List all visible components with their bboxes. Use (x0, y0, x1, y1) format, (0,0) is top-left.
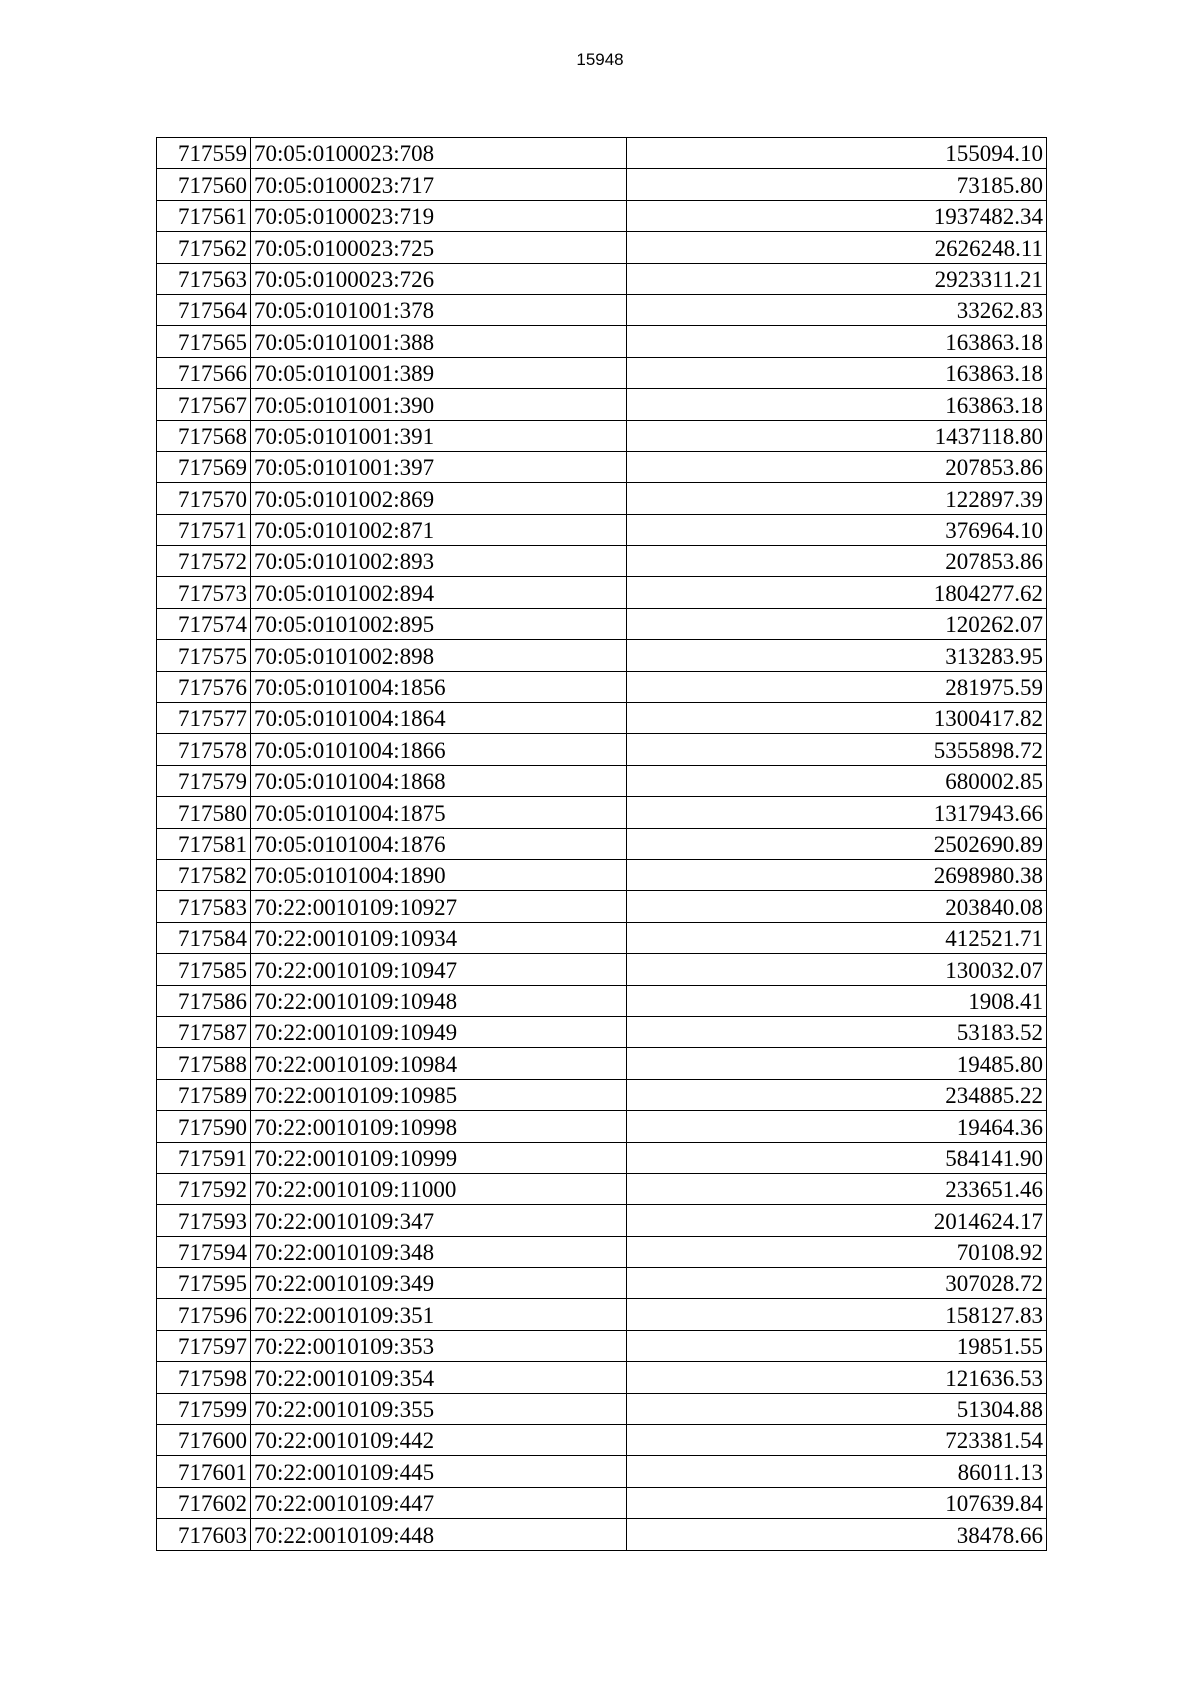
row-number-cell: 717594 (157, 1236, 251, 1267)
cadastral-number-cell: 70:05:0100023:708 (251, 138, 627, 169)
row-number-cell: 717600 (157, 1425, 251, 1456)
table-row (157, 671, 1047, 702)
cadastral-number-cell: 70:05:0101004:1875 (251, 797, 627, 828)
cadastral-value-cell: 1300417.82 (627, 703, 1047, 734)
table-row (157, 138, 1047, 169)
cadastral-number-cell: 70:22:0010109:10934 (251, 922, 627, 953)
cadastral-value-cell: 33262.83 (627, 294, 1047, 325)
row-number-cell: 717561 (157, 200, 251, 231)
table-row (157, 1330, 1047, 1361)
table-row (157, 294, 1047, 325)
cadastral-value-cell: 51304.88 (627, 1393, 1047, 1424)
table-row (157, 546, 1047, 577)
table-row (157, 922, 1047, 953)
row-number-cell: 717596 (157, 1299, 251, 1330)
row-number-cell: 717573 (157, 577, 251, 608)
cadastral-value-cell: 207853.86 (627, 546, 1047, 577)
cadastral-value-cell: 281975.59 (627, 671, 1047, 702)
cadastral-value-cell: 163863.18 (627, 326, 1047, 357)
table-row (157, 608, 1047, 639)
cadastral-number-cell: 70:22:0010109:10999 (251, 1142, 627, 1173)
table-row (157, 451, 1047, 482)
table-row (157, 263, 1047, 294)
cadastral-number-cell: 70:22:0010109:354 (251, 1362, 627, 1393)
row-number-cell: 717592 (157, 1173, 251, 1204)
cadastral-value-cell: 38478.66 (627, 1519, 1047, 1550)
row-number-cell: 717578 (157, 734, 251, 765)
cadastral-value-cell: 19485.80 (627, 1048, 1047, 1079)
cadastral-value-cell: 584141.90 (627, 1142, 1047, 1173)
cadastral-value-cell: 122897.39 (627, 483, 1047, 514)
cadastral-value-cell: 2014624.17 (627, 1205, 1047, 1236)
cadastral-number-cell: 70:22:0010109:349 (251, 1268, 627, 1299)
cadastral-value-cell: 723381.54 (627, 1425, 1047, 1456)
row-number-cell: 717569 (157, 451, 251, 482)
cadastral-number-cell: 70:22:0010109:11000 (251, 1173, 627, 1204)
row-number-cell: 717584 (157, 922, 251, 953)
cadastral-number-cell: 70:05:0101004:1890 (251, 859, 627, 890)
cadastral-value-cell: 86011.13 (627, 1456, 1047, 1487)
row-number-cell: 717576 (157, 671, 251, 702)
table-row (157, 859, 1047, 890)
row-number-cell: 717590 (157, 1111, 251, 1142)
row-number-cell: 717589 (157, 1079, 251, 1110)
cadastral-number-cell: 70:05:0101002:894 (251, 577, 627, 608)
table-row (157, 640, 1047, 671)
row-number-cell: 717581 (157, 828, 251, 859)
row-number-cell: 717572 (157, 546, 251, 577)
table-row (157, 1016, 1047, 1047)
table-row (157, 765, 1047, 796)
table-row (157, 169, 1047, 200)
table-row (157, 200, 1047, 231)
cadastral-number-cell: 70:05:0101001:390 (251, 389, 627, 420)
row-number-cell: 717603 (157, 1519, 251, 1550)
cadastral-number-cell: 70:05:0101004:1866 (251, 734, 627, 765)
table-row (157, 1173, 1047, 1204)
cadastral-number-cell: 70:05:0101002:895 (251, 608, 627, 639)
cadastral-number-cell: 70:05:0100023:719 (251, 200, 627, 231)
cadastral-value-cell: 1908.41 (627, 985, 1047, 1016)
row-number-cell: 717586 (157, 985, 251, 1016)
cadastral-number-cell: 70:05:0101004:1876 (251, 828, 627, 859)
row-number-cell: 717599 (157, 1393, 251, 1424)
cadastral-value-cell: 70108.92 (627, 1236, 1047, 1267)
cadastral-number-cell: 70:05:0101004:1868 (251, 765, 627, 796)
cadastral-number-cell: 70:22:0010109:351 (251, 1299, 627, 1330)
table-row (157, 420, 1047, 451)
row-number-cell: 717591 (157, 1142, 251, 1173)
cadastral-value-cell: 203840.08 (627, 891, 1047, 922)
row-number-cell: 717571 (157, 514, 251, 545)
cadastral-value-cell: 121636.53 (627, 1362, 1047, 1393)
row-number-cell: 717601 (157, 1456, 251, 1487)
cadastral-number-cell: 70:22:0010109:10948 (251, 985, 627, 1016)
cadastral-number-cell: 70:22:0010109:10947 (251, 954, 627, 985)
row-number-cell: 717566 (157, 357, 251, 388)
cadastral-number-cell: 70:22:0010109:348 (251, 1236, 627, 1267)
row-number-cell: 717562 (157, 232, 251, 263)
cadastral-number-cell: 70:05:0101001:388 (251, 326, 627, 357)
table-body (157, 138, 1047, 1551)
row-number-cell: 717563 (157, 263, 251, 294)
row-number-cell: 717574 (157, 608, 251, 639)
cadastral-value-cell: 2626248.11 (627, 232, 1047, 263)
row-number-cell: 717598 (157, 1362, 251, 1393)
row-number-cell: 717588 (157, 1048, 251, 1079)
row-number-cell: 717567 (157, 389, 251, 420)
row-number-cell: 717570 (157, 483, 251, 514)
cadastral-value-cell: 412521.71 (627, 922, 1047, 953)
cadastral-value-cell: 120262.07 (627, 608, 1047, 639)
cadastral-value-cell: 1937482.34 (627, 200, 1047, 231)
table-row (157, 1048, 1047, 1079)
table-row (157, 577, 1047, 608)
cadastral-value-cell: 680002.85 (627, 765, 1047, 796)
cadastral-value-cell: 376964.10 (627, 514, 1047, 545)
table-row (157, 703, 1047, 734)
table-row (157, 1268, 1047, 1299)
cadastral-number-cell: 70:05:0101002:893 (251, 546, 627, 577)
cadastral-number-cell: 70:05:0100023:725 (251, 232, 627, 263)
table-row (157, 1487, 1047, 1518)
row-number-cell: 717582 (157, 859, 251, 890)
table-row (157, 1393, 1047, 1424)
table-row (157, 389, 1047, 420)
cadastral-number-cell: 70:22:0010109:10949 (251, 1016, 627, 1047)
row-number-cell: 717587 (157, 1016, 251, 1047)
table-row (157, 232, 1047, 263)
table-row (157, 514, 1047, 545)
cadastral-value-cell: 163863.18 (627, 389, 1047, 420)
table-row (157, 1456, 1047, 1487)
cadastral-number-cell: 70:22:0010109:10927 (251, 891, 627, 922)
cadastral-number-cell: 70:05:0101002:871 (251, 514, 627, 545)
cadastral-value-cell: 163863.18 (627, 357, 1047, 388)
cadastral-value-cell: 158127.83 (627, 1299, 1047, 1330)
row-number-cell: 717560 (157, 169, 251, 200)
cadastral-value-cell: 2698980.38 (627, 859, 1047, 890)
cadastral-number-cell: 70:22:0010109:445 (251, 1456, 627, 1487)
cadastral-value-cell: 155094.10 (627, 138, 1047, 169)
cadastral-value-cell: 233651.46 (627, 1173, 1047, 1204)
table-row (157, 357, 1047, 388)
table-row (157, 797, 1047, 828)
row-number-cell: 717595 (157, 1268, 251, 1299)
cadastral-value-cell: 53183.52 (627, 1016, 1047, 1047)
cadastral-value-cell: 2502690.89 (627, 828, 1047, 859)
table-row (157, 1142, 1047, 1173)
cadastral-value-cell: 1437118.80 (627, 420, 1047, 451)
table-row (157, 1079, 1047, 1110)
cadastral-number-cell: 70:05:0101004:1864 (251, 703, 627, 734)
cadastral-number-cell: 70:22:0010109:442 (251, 1425, 627, 1456)
cadastral-value-cell: 19464.36 (627, 1111, 1047, 1142)
row-number-cell: 717585 (157, 954, 251, 985)
cadastral-number-cell: 70:05:0101004:1856 (251, 671, 627, 702)
cadastral-value-cell: 207853.86 (627, 451, 1047, 482)
cadastral-number-cell: 70:05:0101001:397 (251, 451, 627, 482)
page-number: 15948 (576, 50, 624, 69)
row-number-cell: 717583 (157, 891, 251, 922)
cadastral-number-cell: 70:22:0010109:448 (251, 1519, 627, 1550)
cadastral-number-cell: 70:22:0010109:10985 (251, 1079, 627, 1110)
row-number-cell: 717575 (157, 640, 251, 671)
row-number-cell: 717579 (157, 765, 251, 796)
table-row (157, 985, 1047, 1016)
cadastral-number-cell: 70:05:0101001:391 (251, 420, 627, 451)
cadastral-value-cell: 307028.72 (627, 1268, 1047, 1299)
table-row (157, 734, 1047, 765)
cadastral-value-cell: 107639.84 (627, 1487, 1047, 1518)
cadastral-number-cell: 70:05:0100023:726 (251, 263, 627, 294)
table-row (157, 1425, 1047, 1456)
cadastral-value-cell: 1804277.62 (627, 577, 1047, 608)
table-row (157, 1205, 1047, 1236)
cadastral-number-cell: 70:22:0010109:10998 (251, 1111, 627, 1142)
row-number-cell: 717559 (157, 138, 251, 169)
cadastral-number-cell: 70:22:0010109:347 (251, 1205, 627, 1236)
table-row (157, 828, 1047, 859)
cadastral-number-cell: 70:05:0101001:389 (251, 357, 627, 388)
cadastral-value-cell: 73185.80 (627, 169, 1047, 200)
cadastral-number-cell: 70:05:0101001:378 (251, 294, 627, 325)
table-row (157, 1362, 1047, 1393)
cadastral-value-table (156, 137, 1047, 1551)
row-number-cell: 717565 (157, 326, 251, 357)
row-number-cell: 717580 (157, 797, 251, 828)
cadastral-number-cell: 70:05:0100023:717 (251, 169, 627, 200)
table-row (157, 1111, 1047, 1142)
row-number-cell: 717577 (157, 703, 251, 734)
table-row (157, 954, 1047, 985)
cadastral-number-cell: 70:05:0101002:869 (251, 483, 627, 514)
table-row (157, 1236, 1047, 1267)
row-number-cell: 717568 (157, 420, 251, 451)
cadastral-number-cell: 70:22:0010109:10984 (251, 1048, 627, 1079)
table-row (157, 1299, 1047, 1330)
cadastral-value-cell: 2923311.21 (627, 263, 1047, 294)
row-number-cell: 717564 (157, 294, 251, 325)
cadastral-number-cell: 70:22:0010109:447 (251, 1487, 627, 1518)
cadastral-value-cell: 234885.22 (627, 1079, 1047, 1110)
table-row (157, 891, 1047, 922)
cadastral-value-cell: 313283.95 (627, 640, 1047, 671)
cadastral-value-cell: 19851.55 (627, 1330, 1047, 1361)
row-number-cell: 717597 (157, 1330, 251, 1361)
row-number-cell: 717593 (157, 1205, 251, 1236)
cadastral-value-cell: 1317943.66 (627, 797, 1047, 828)
cadastral-number-cell: 70:05:0101002:898 (251, 640, 627, 671)
cadastral-value-cell: 130032.07 (627, 954, 1047, 985)
table-row (157, 1519, 1047, 1550)
cadastral-value-cell: 5355898.72 (627, 734, 1047, 765)
cadastral-number-cell: 70:22:0010109:355 (251, 1393, 627, 1424)
row-number-cell: 717602 (157, 1487, 251, 1518)
table-row (157, 483, 1047, 514)
cadastral-number-cell: 70:22:0010109:353 (251, 1330, 627, 1361)
table-row (157, 326, 1047, 357)
